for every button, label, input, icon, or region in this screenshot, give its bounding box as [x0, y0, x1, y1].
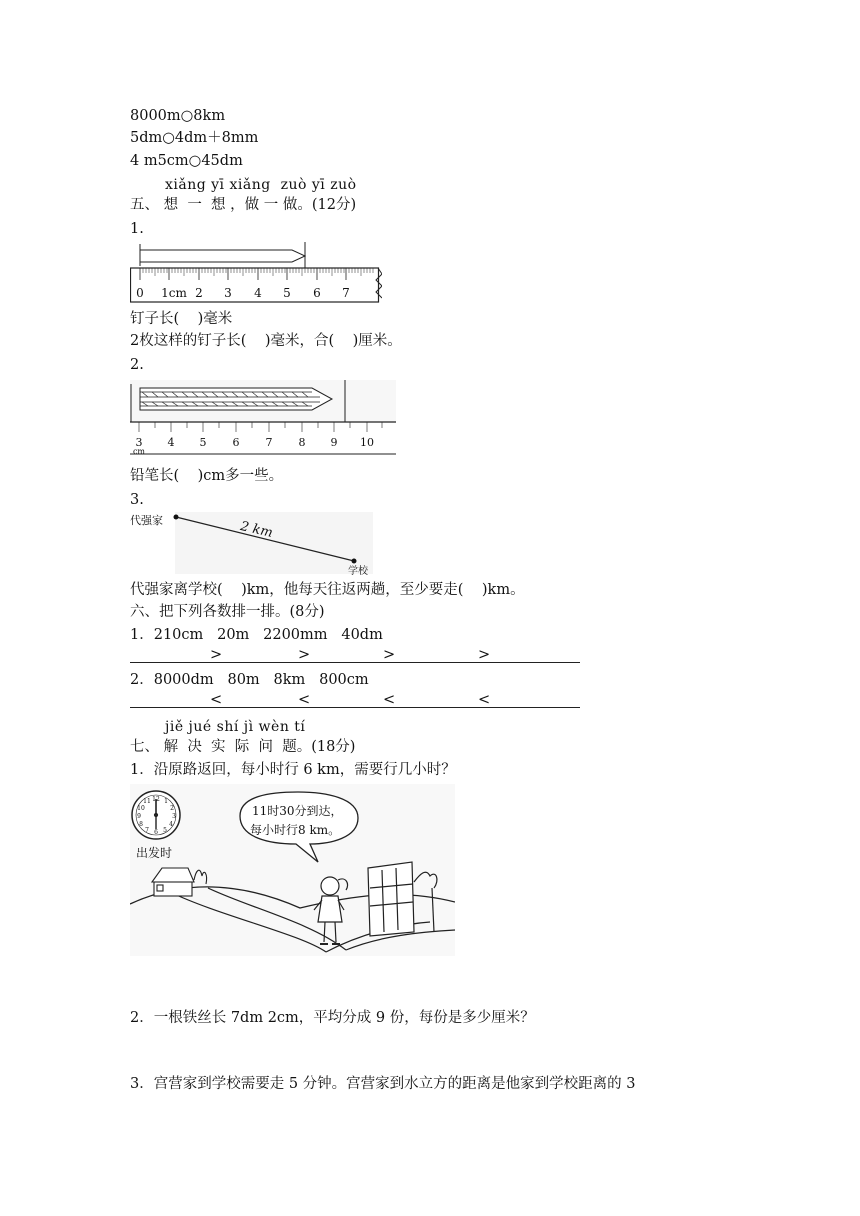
section7-q2: 2．一根铁丝长 7dm 2cm，平均分成 9 份，每份是多少厘米？	[130, 1010, 535, 1026]
svg-text:9: 9	[137, 813, 141, 820]
ruler-label: 5	[199, 436, 207, 449]
section6-q2-values: 2．8000dm 80m 8km 800cm	[130, 672, 369, 688]
ruler-label: 10	[360, 436, 374, 449]
ruler-label: 4	[167, 436, 175, 449]
ruler-label: 5	[283, 286, 291, 300]
ruler-label: 2	[195, 286, 203, 300]
q3-line1: 代强家离学校( )km，他每天往返两趟，至少要走( )km。	[130, 582, 525, 598]
svg-text:6: 6	[154, 829, 158, 836]
svg-text:8: 8	[139, 821, 143, 828]
ruler-label: 8	[298, 436, 306, 449]
q3-number: 3.	[130, 492, 144, 508]
answer-line-1	[130, 662, 580, 663]
q1-line2: 2枚这样的钉子长( )毫米，合( )厘米。	[130, 333, 402, 349]
school-label: 学校	[348, 566, 368, 577]
order-sign: >	[298, 647, 311, 663]
order-sign: >	[383, 647, 396, 663]
travel-scene-figure	[130, 784, 455, 956]
ruler-label: 7	[265, 436, 273, 449]
order-sign: <	[210, 692, 223, 708]
ruler-label: 7	[342, 286, 350, 300]
section6-q1-values: 1．210cm 20m 2200mm 40dm	[130, 627, 383, 643]
order-sign: <	[383, 692, 396, 708]
section7-title: 七、 解 决 实 际 问 题。(18分)	[130, 739, 356, 755]
ruler-label: 4	[254, 286, 262, 300]
order-sign: <	[478, 692, 491, 708]
svg-text:11: 11	[143, 798, 151, 805]
svg-text:12: 12	[152, 796, 160, 803]
home-point	[174, 515, 179, 520]
pencil-ruler-figure	[130, 380, 398, 456]
q1-line1: 钉子长( )毫米	[130, 311, 233, 327]
order-sign: >	[210, 647, 223, 663]
svg-text:10: 10	[137, 805, 145, 812]
svg-text:5: 5	[163, 827, 167, 834]
section5-title: 五、 想 一 想 ，做 一 做。(12分)	[130, 197, 357, 213]
svg-text:1: 1	[164, 798, 168, 805]
svg-text:3: 3	[172, 813, 176, 820]
distance-figure	[130, 510, 375, 578]
ruler-label: 6	[313, 286, 321, 300]
q2-number: 2.	[130, 357, 144, 373]
distance-label: 2 km	[238, 518, 275, 541]
ruler-label: 3	[135, 436, 143, 449]
ruler2-labels	[133, 436, 374, 456]
ruler-label: 0	[136, 286, 144, 300]
clock-icon	[132, 791, 180, 839]
compare-line-2: 5dm○4dm＋8mm	[130, 130, 259, 146]
ruler-label: 3	[224, 286, 232, 300]
figure-background	[175, 512, 373, 574]
compare-line-3: 4 m5cm○45dm	[130, 153, 243, 169]
section7-q3: 3．宫营家到学校需要走 5 分钟。宫营家到水立方的距离是他家到学校距离的 3	[130, 1076, 636, 1092]
ruler-label: 1cm	[161, 286, 187, 300]
section7-pinyin: jiě jué shí jì wèn tí	[165, 719, 306, 735]
svg-text:4: 4	[169, 821, 173, 828]
ruler-label: 9	[330, 436, 338, 449]
ruler2-ticks	[139, 422, 382, 432]
svg-text:2: 2	[170, 805, 174, 812]
nail-ruler-figure	[130, 242, 382, 304]
ruler-label: 6	[232, 436, 240, 449]
svg-text:7: 7	[145, 827, 149, 834]
home-label: 代强家	[130, 514, 163, 527]
q1-number: 1.	[130, 221, 144, 237]
section7-q1: 1．沿原路返回，每小时行 6 km，需要行几小时？	[130, 762, 456, 778]
answer-line-2	[130, 707, 580, 708]
ruler-unit: cm	[132, 447, 146, 456]
bubble-line-1: 11时30分到达，	[252, 804, 343, 818]
nail	[140, 242, 305, 268]
compare-line-1: 8000m○8km	[130, 108, 226, 124]
clock-caption: 出发时	[136, 846, 173, 860]
order-sign: >	[478, 647, 491, 663]
section6-title: 六、把下列各数排一排。(8分)	[130, 604, 325, 620]
section5-pinyin: xiǎng yī xiǎng zuò yī zuò	[165, 177, 357, 193]
school-point	[352, 559, 357, 564]
bubble-line-2: 每小时行8 km。	[250, 823, 341, 837]
q2-line1: 铅笔长( )cm多一些。	[130, 468, 284, 484]
order-sign: <	[298, 692, 311, 708]
